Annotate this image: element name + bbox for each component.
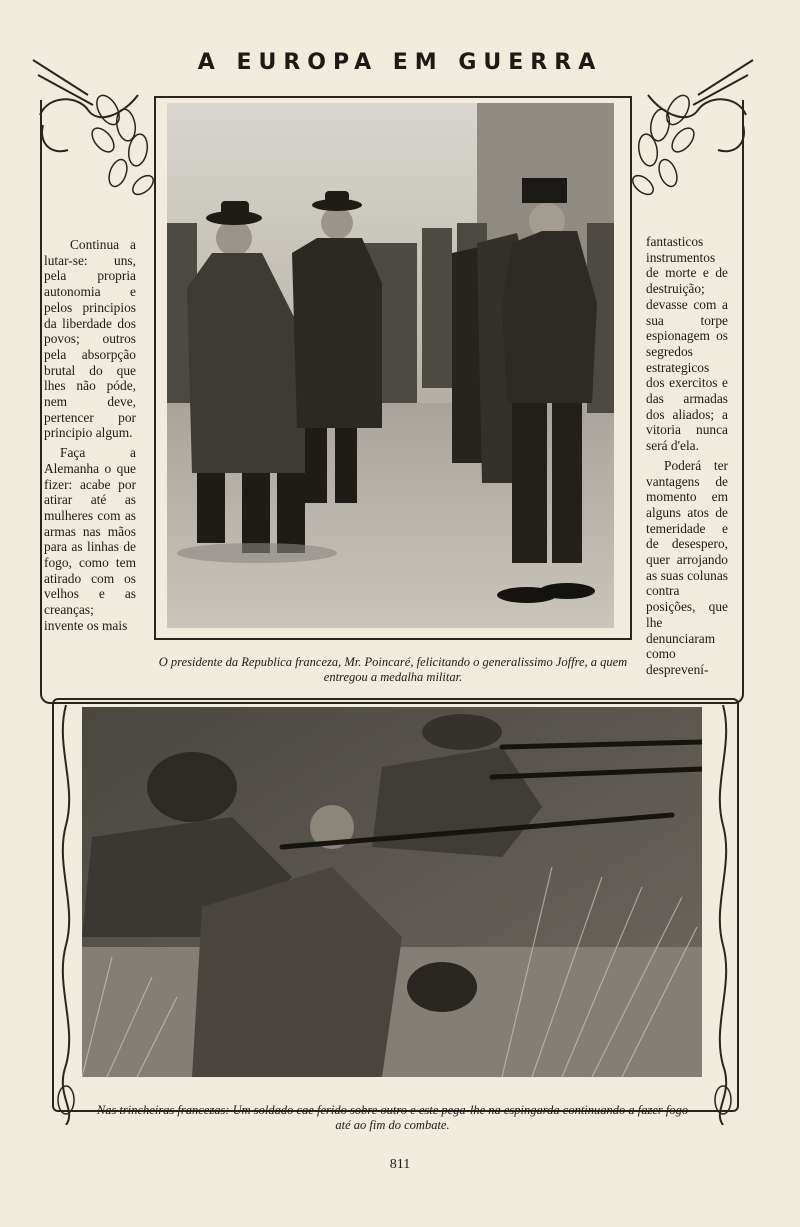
photo-caption-bottom: Nas trincheiras francezas: Um soldado cae ferido sobre outro e este pega-lhe na espingarda continuando a fazer fogo até ao fim do combate.: [96, 1103, 689, 1132]
photo-poincare-joffre: [167, 103, 614, 628]
vine-ornament-right: [712, 705, 734, 1125]
vine-ornament-left: [55, 705, 77, 1125]
text-column-right: [646, 234, 728, 682]
paragraph: Continua a lutar-se: uns, pela propria autonomia e pelos principios da liberdade dos povos; outros pela absorpção brutal do que lhes não póde, nem deve, pertencer por principio algum.: [44, 237, 136, 441]
paragraph: Faça a Alemanha o que fizer: acabe por atirar até as mulheres com as armas nas mãos para as linhas de fogo, como tem atirado com os velhos e as creanças; invente os mais: [44, 445, 136, 633]
page-title: A EUROPA EM GUERRA: [197, 50, 603, 75]
photo-trench-soldiers: [82, 707, 702, 1077]
page-number: 811: [389, 1157, 411, 1172]
paragraph: Poderá ter vantagens de momento em alguns atos de temeridade e de desespero, quer arrojando as suas colunas contra posições, que lhe denunciaram como desprevení-: [646, 457, 728, 677]
paragraph: fantasticos instrumentos de morte e de destruição; devasse com a sua torpe espionagem os segredos estrategicos dos exercitos e das armadas dos aliados; a vitoria nunca será d'ela.: [646, 234, 728, 454]
photo-caption-top: O presidente da Republica franceza, Mr. Poincaré, felicitando o generalissimo Joffre, a quem entregou a medalha militar.: [158, 655, 628, 684]
text-column-left: [44, 237, 136, 638]
